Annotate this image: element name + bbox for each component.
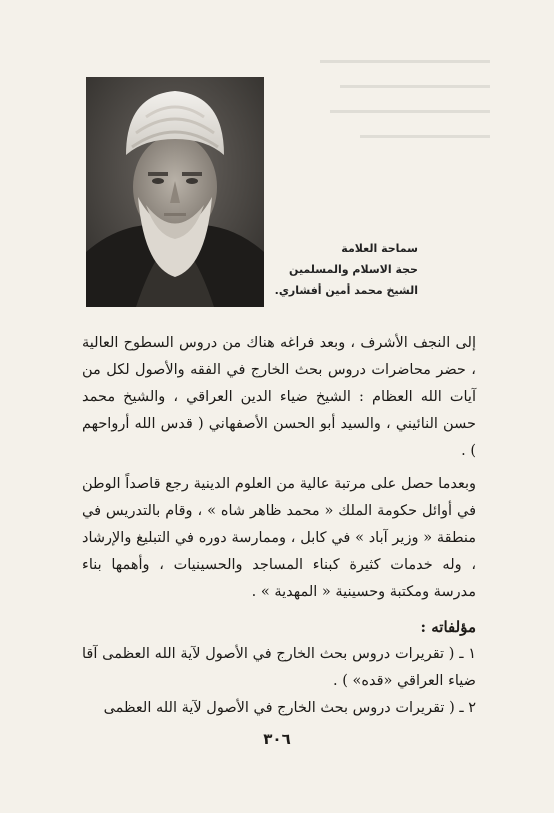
caption-line: حجة الاسلام والمسلمين [289, 263, 418, 276]
caption-line: الشيخ محمد أمين أفشاري. [274, 284, 418, 297]
paragraph: إلى النجف الأشرف ، وبعد فراغه هناك من دروس السطوح العالية ، حضر محاضرات دروس بحث الخارج في الفقه والأصول لكل من آيات الله العظام : الشيخ ضياء الدين العراقي ، والشيخ محمد حسن النائيني ، والسيد أبو الحسن الأصفهاني ( قدس الله أرواحهم ) . [82, 335, 476, 459]
photo-caption [268, 238, 418, 301]
list-item: ١ ـ ( تقريرات دروس بحث الخارج في الأصول لآية الله العظمى آقا ضياء العراقي «قده» ) . [82, 646, 476, 689]
paragraph: وبعدما حصل على مرتبة عالية من العلوم الدينية رجع قاصداً الوطن في أوائل حكومة الملك « محمد ظاهر شاه » ، وقام بالتدريس في منطقة « وزير آباد » في كابل ، وممارسة دوره في التبليغ والإرشاد ، وله خدمات كثيرة كبناء المساجد والحسينيات ، وأهمها بناء مدرسة ومكتبة وحسينية « المهدية » . [82, 476, 476, 600]
works-heading: مؤلفاته : [420, 618, 476, 636]
page-number: ٣٠٦ [263, 730, 291, 748]
portrait-photo [86, 77, 264, 307]
list-item: ٢ ـ ( تقريرات دروس بحث الخارج في الأصول لآية الله العظمى [103, 700, 476, 716]
bleed-through-marks [300, 50, 500, 190]
body-text [82, 330, 476, 722]
caption-line: سماحة العلامة [341, 242, 418, 255]
